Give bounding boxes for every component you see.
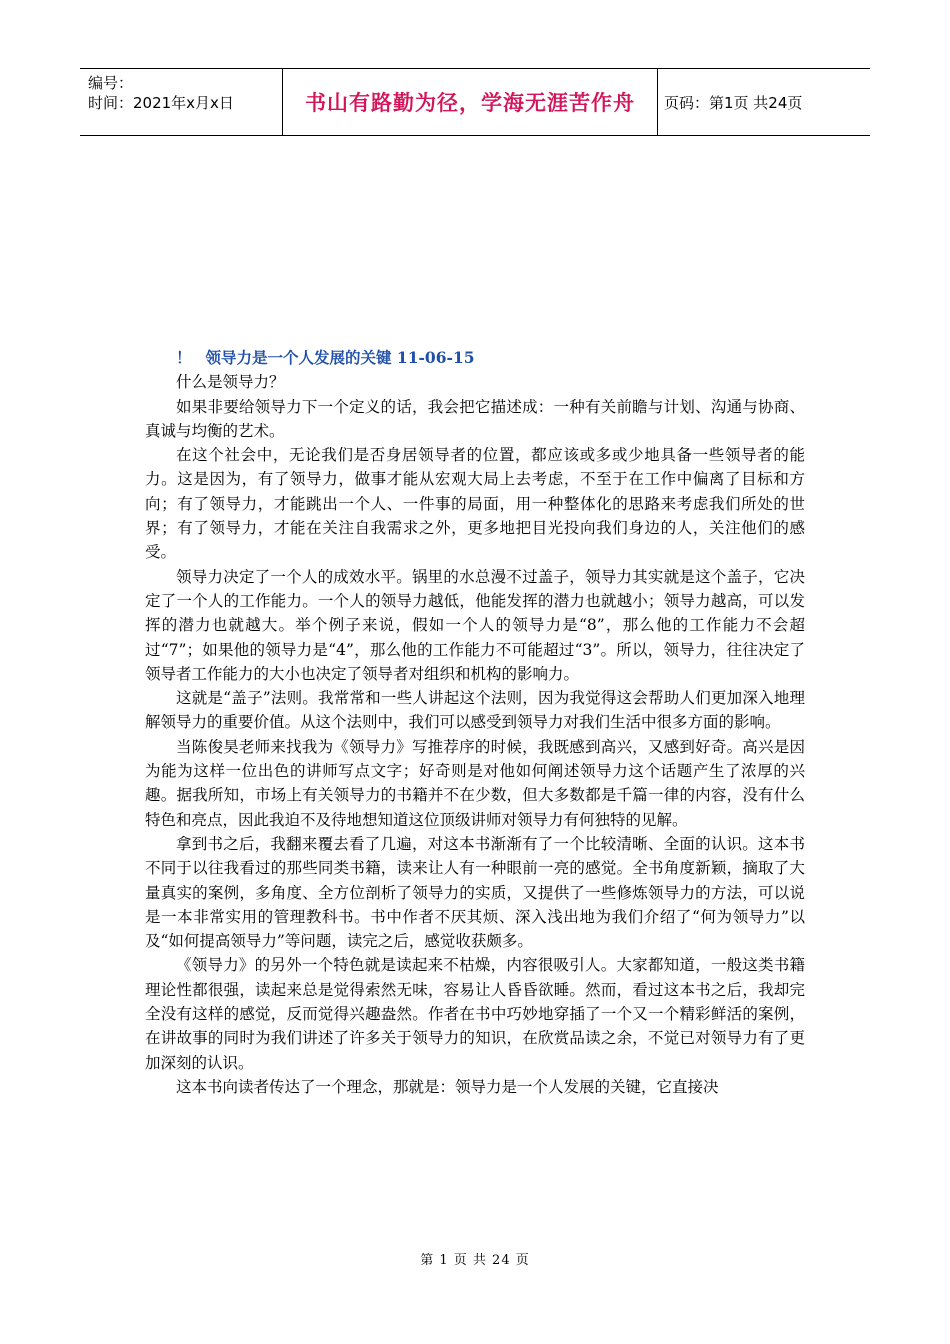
page-footer: 第 1 页 共 24 页	[420, 1253, 530, 1268]
article-body	[145, 346, 805, 1099]
header-meta-cell	[80, 69, 282, 135]
header-motto: 书山有路勤为径，学海无涯苦作舟	[282, 69, 658, 135]
document-date-label: 时间：2021年x月x日	[88, 94, 234, 112]
paragraph: 这本书向读者传达了一个理念，那就是：领导力是一个人发展的关键，它直接决	[176, 1077, 719, 1096]
document-header	[80, 68, 870, 136]
article-title	[145, 346, 805, 370]
title-mark: ！	[176, 348, 192, 367]
article-title-text: 领导力是一个人发展的关键 11-06-15	[205, 348, 475, 367]
paragraph: 在这个社会中，无论我们是否身居领导者的位置，都应该或多或少地具备一些领导者的能力。这是因为，有了领导力，做事才能从宏观大局上去考虑，不至于在工作中偏离了目标和方向；有了领导力，才能跳出一个人、一件事的局面，用一种整体化的思路来考虑我们所处的世界；有了领导力，才能在关注自我需求之外，更多地把目光投向我们身边的人，关注他们的感受。	[145, 446, 805, 562]
paragraph: 这就是“盖子”法则。我常常和一些人讲起这个法则，因为我觉得这会帮助人们更加深入地理解领导力的重要价值。从这个法则中，我们可以感受到领导力对我们生活中很多方面的影响。	[145, 689, 805, 732]
paragraph: 拿到书之后，我翻来覆去看了几遍，对这本书渐渐有了一个比较清晰、全面的认识。这本书不同于以往我看过的那些同类书籍，读来让人有一种眼前一亮的感觉。全书角度新颖，摘取了大量真实的案例，多角度、全方位剖析了领导力的实质，又提供了一些修炼领导力的方法，可以说是一本非常实用的管理教科书。书中作者不厌其烦、深入浅出地为我们介绍了“何为领导力”以及“如何提高领导力”等问题，读完之后，感觉收获颇多。	[145, 834, 805, 951]
header-page-info: 页码：第1页 共24页	[664, 93, 803, 112]
document-number-label: 编号：	[88, 74, 134, 92]
paragraph: 如果非要给领导力下一个定义的话，我会把它描述成：一种有关前瞻与计划、沟通与协商、真诚与均衡的艺术。	[145, 397, 805, 440]
paragraph: 《领导力》的另外一个特色就是读起来不枯燥，内容很吸引人。大家都知道，一般这类书籍理论性都很强，读起来总是觉得索然无味，容易让人昏昏欲睡。然而，看过这本书之后，我却完全没有这样的感觉，反而觉得兴趣盎然。作者在书中巧妙地穿插了一个又一个精彩鲜活的案例，在讲故事的同时为我们讲述了许多关于领导力的知识，在欣赏品读之余，不觉已对领导力有了更加深刻的认识。	[145, 956, 805, 1072]
paragraph: 领导力决定了一个人的成效水平。锅里的水总漫不过盖子，领导力其实就是这个盖子，它决定了一个人的工作能力。一个人的领导力越低，他能发挥的潜力也就越小；领导力越高，可以发挥的潜力也就越大。举个例子来说，假如一个人的领导力是“8”，那么他的工作能力不会超过“7”；如果他的领导力是“4”，那么他的工作能力不可能超过“3”。所以，领导力，往往决定了领导者工作能力的大小也决定了领导者对组织和机构的影响力。	[145, 567, 805, 683]
paragraph: 什么是领导力？	[176, 373, 285, 392]
paragraph: 当陈俊昊老师来找我为《领导力》写推荐序的时候，我既感到高兴，又感到好奇。高兴是因为能为这样一位出色的讲师写点文字；好奇则是对他如何阐述领导力这个话题产生了浓厚的兴趣。据我所知，市场上有关领导力的书籍并不在少数，但大多数都是千篇一律的内容，没有什么特色和亮点，因此我迫不及待地想知道这位顶级讲师对领导力有何独特的见解。	[145, 737, 805, 829]
